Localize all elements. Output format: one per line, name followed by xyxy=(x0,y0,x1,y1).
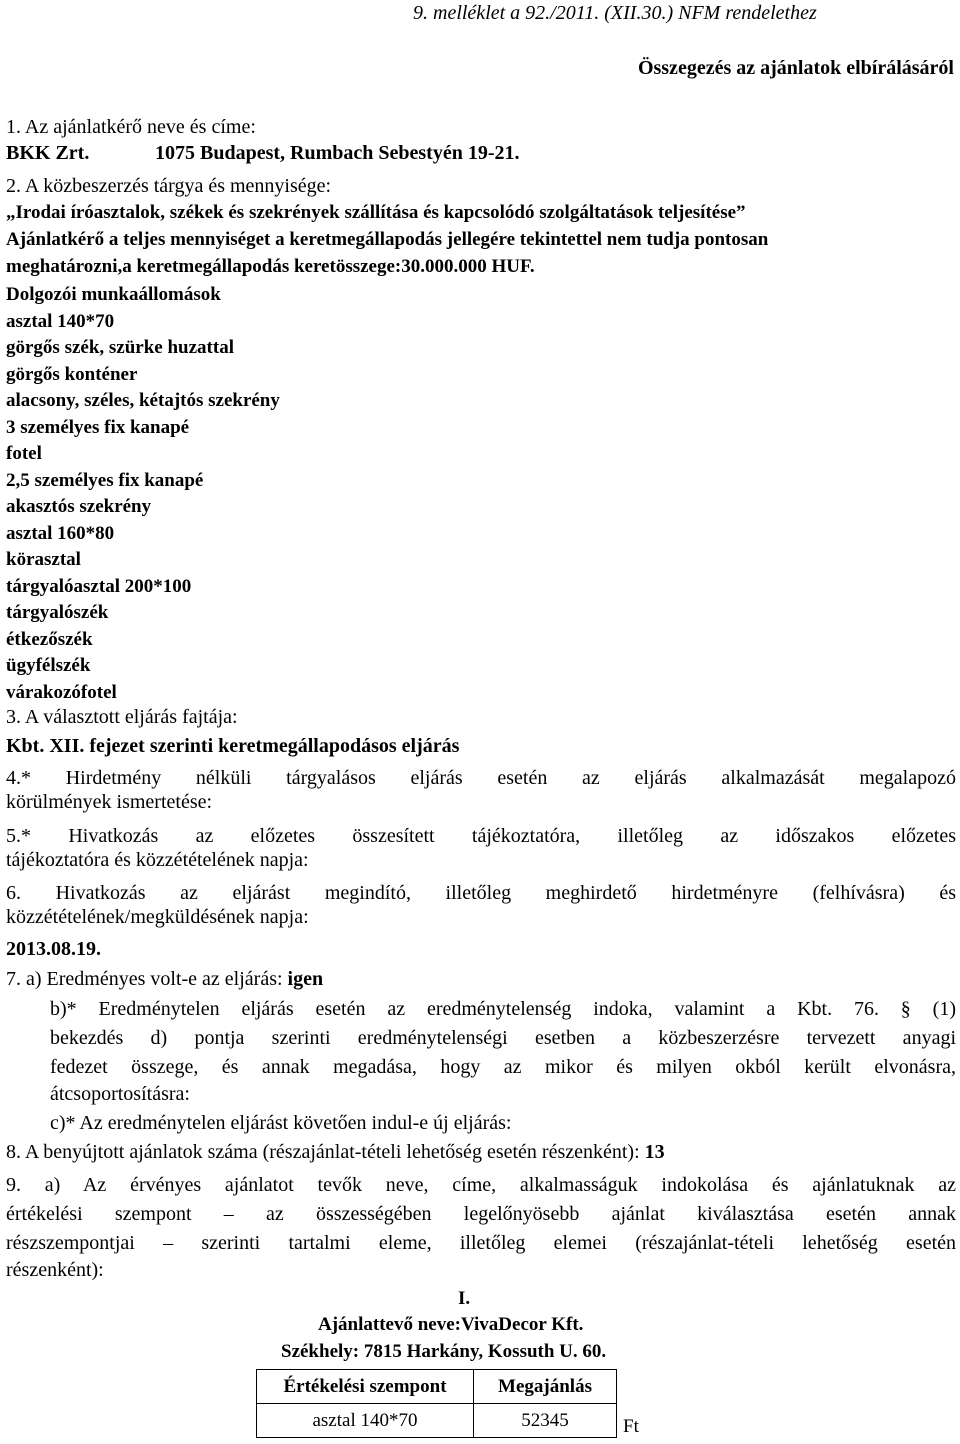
section-9-line-4: részenként): xyxy=(6,1259,104,1281)
section-9-line-2: értékelési szempont – az összességében legelőnyösebb ajánlat kiválasztása esetén annak xyxy=(6,1203,956,1225)
section-7b-line-1: b)* Eredménytelen eljárás esetén az eredménytelenség indoka, valamint a Kbt. 76. § (1) xyxy=(50,998,956,1020)
section-1-heading: 1. Az ajánlatkérő neve és címe: xyxy=(6,116,256,138)
section-5-line-2: tájékoztatóra és közzétételének napja: xyxy=(6,849,309,871)
list-item: tárgyalóasztal 200*100 xyxy=(6,575,192,597)
section-7b-line-3: fedezet összege, és annak megadása, hogy az mikor és milyen okból került elvonásra, xyxy=(50,1056,956,1078)
list-item: alacsony, széles, kétajtós szekrény xyxy=(6,390,280,411)
section-6-line-2: közzétételének/megküldésének napja: xyxy=(6,906,309,928)
table-header-row xyxy=(257,1370,694,1404)
list-item: asztal 160*80 xyxy=(6,522,115,544)
list-item: ügyfélszék xyxy=(6,655,91,676)
list-item: várakozófotel xyxy=(6,681,117,703)
publication-date: 2013.08.19. xyxy=(6,938,101,960)
list-item: fotel xyxy=(6,443,42,464)
list-item: Dolgozói munkaállomások xyxy=(6,284,221,305)
section-3-heading: 3. A választott eljárás fajtája: xyxy=(6,706,238,728)
item-list xyxy=(6,282,280,706)
list-item: tárgyalószék xyxy=(6,602,109,623)
section-8-label: 8. A benyújtott ajánlatok száma (részajánlat-tételi lehetőség esetén részenként): xyxy=(6,1141,640,1163)
list-item: akasztós szekrény xyxy=(6,496,152,517)
contracting-authority-name: BKK Zrt. xyxy=(6,142,90,164)
list-item: asztal 140*70 xyxy=(6,310,115,332)
section-6-line-1: 6. Hivatkozás az eljárást megindító, illetőleg meghirdető hirdetményre (felhívásra) és xyxy=(6,882,956,904)
column-header-criterion: Értékelési szempont xyxy=(257,1370,474,1404)
section-7a-label: 7. a) Eredményes volt-e az eljárás: xyxy=(6,968,283,990)
empty-cell xyxy=(617,1370,694,1404)
unit-cell xyxy=(617,1404,694,1438)
list-item: görgős konténer xyxy=(6,363,138,385)
offer-value-cell: 52345 xyxy=(474,1404,617,1438)
bidder-name: Ajánlattevő neve:VivaDecor Kft. xyxy=(318,1314,584,1335)
list-item: görgős szék, szürke huzattal xyxy=(6,337,234,358)
table-row xyxy=(257,1404,694,1438)
section-5-line-1: 5.* Hivatkozás az előzetes összesített tájékoztatóra, illetőleg az időszakos előzetes xyxy=(6,825,956,847)
list-item: étkezőszék xyxy=(6,628,93,650)
procedure-type: Kbt. XII. fejezet szerinti keretmegállapodásos eljárás xyxy=(6,735,460,757)
criterion-cell: asztal 140*70 xyxy=(257,1404,474,1438)
column-header-offer: Megajánlás xyxy=(474,1370,617,1404)
section-7c: c)* Az eredménytelen eljárást követően indul-e új eljárás: xyxy=(50,1112,512,1134)
evaluation-table xyxy=(256,1369,693,1438)
quantity-note-line-1: Ajánlatkérő a teljes mennyiséget a keretmegállapodás jellegére tekintettel nem tudja pontosan xyxy=(6,229,769,250)
offer-number: I. xyxy=(458,1288,471,1309)
quantity-note-line-2: meghatározni,a keretmegállapodás keretösszege:30.000.000 HUF. xyxy=(6,256,535,277)
section-9-line-1: 9. a) Az érvényes ajánlatot tevők neve, címe, alkalmasságuk indokolása és ajánlatuknak az xyxy=(6,1174,956,1196)
list-item: 3 személyes fix kanapé xyxy=(6,416,190,438)
section-9-line-3: részszempontjai – szerinti tartalmi eleme, illetőleg elemei (részajánlat-tételi lehetőség esetén xyxy=(6,1232,956,1254)
section-2-heading: 2. A közbeszerzés tárgya és mennyisége: xyxy=(6,175,332,197)
section-7b-line-4: átcsoportosításra: xyxy=(50,1083,190,1105)
section-8 xyxy=(6,1141,665,1164)
section-7a-value: igen xyxy=(287,968,324,990)
annex-reference: 9. melléklet a 92./2011. (XII.30.) NFM rendelethez xyxy=(413,2,817,24)
list-item: körasztal xyxy=(6,549,81,570)
procurement-subject: „Irodai íróasztalok, székek és szekrények szállítása és kapcsolódó szolgáltatások teljesítése” xyxy=(6,202,746,223)
document-title: Összegezés az ajánlatok elbírálásáról xyxy=(637,57,954,79)
offer-count: 13 xyxy=(644,1141,665,1163)
section-4-line-2: körülmények ismertetése: xyxy=(6,791,213,813)
list-item: 2,5 személyes fix kanapé xyxy=(6,469,204,491)
section-4-line-1: 4.* Hirdetmény nélküli tárgyalásos eljárás esetén az eljárás alkalmazását megalapozó xyxy=(6,767,956,789)
section-7a xyxy=(6,968,323,991)
contracting-authority-address: 1075 Budapest, Rumbach Sebestyén 19-21. xyxy=(155,142,520,164)
unit-label: Ft xyxy=(623,1415,639,1437)
bidder-seat: Székhely: 7815 Harkány, Kossuth U. 60. xyxy=(281,1341,607,1362)
section-7b-line-2: bekezdés d) pontja szerinti eredménytelenségi esetben a közbeszerzésre tervezett anyagi xyxy=(50,1027,956,1049)
